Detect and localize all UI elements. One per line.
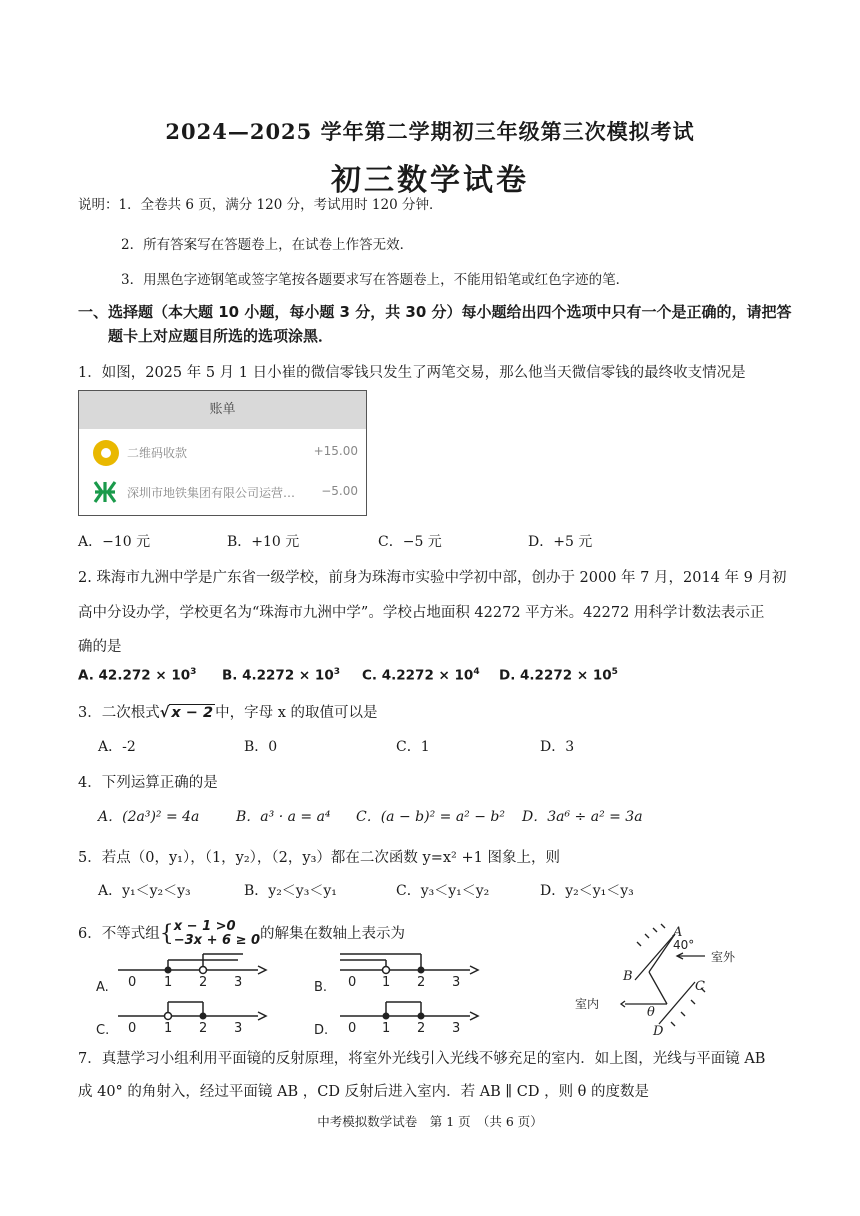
option-label: D. xyxy=(314,1023,329,1038)
bill-row-amount: +15.00 xyxy=(313,444,358,458)
q1-option-c: C．−5 元 xyxy=(378,534,442,550)
metro-icon xyxy=(93,481,117,503)
svg-text:0: 0 xyxy=(348,1021,357,1036)
q3-option-d: D．3 xyxy=(540,739,575,755)
label-theta: θ xyxy=(647,1005,655,1020)
q5-option-c: C．y₃＜y₁＜y₂ xyxy=(396,883,490,899)
label-A: A xyxy=(673,925,683,940)
q7-line-2: 成 40° 的角射入，经过平面镜 AB ，CD 反射后进入室内．若 AB ∥ CD ，则 θ 的度数是 xyxy=(78,1084,650,1100)
svg-text:3: 3 xyxy=(452,975,461,990)
q2-option-c: C. $4.2272 \times 10^4$ xyxy=(362,667,480,684)
q2-line-3: 确的是 xyxy=(78,639,122,655)
q6-stem: 6．不等式组{x − 1 >0 −3x + 6 ≥ 0的解集在数轴上表示为 xyxy=(78,919,406,948)
q4-option-d: D．3a⁶ ÷ a² = 3a xyxy=(522,809,643,825)
q6-inequality-1: x − 1 >0 xyxy=(173,919,236,934)
svg-text:2: 2 xyxy=(417,1021,426,1036)
q7-line-1: 7．真慧学习小组利用平面镜的反射原理，将室外光线引入光线不够充足的室内．如上图，光线与平面镜 AB xyxy=(78,1051,766,1067)
label-outside: 室外 xyxy=(711,950,736,964)
label-B: B xyxy=(623,969,633,984)
svg-text:1: 1 xyxy=(382,1021,391,1036)
option-label: B. xyxy=(314,980,328,995)
notes-label: 说明： xyxy=(78,197,119,213)
q4-option-b: B．a³ · a = a⁴ xyxy=(236,809,331,825)
q5-option-d: D．y₂＜y₁＜y₃ xyxy=(540,883,634,899)
q4-option-a: A．(2a³)² = 4a xyxy=(98,809,200,825)
q2-line-1: 2. 珠海市九洲中学是广东省一级学校，前身为珠海市实验中学初中部，创办于 2000 年 7 月，2014 年 9 月初 xyxy=(78,570,787,586)
svg-text:2: 2 xyxy=(199,975,208,990)
notes-line-1 xyxy=(78,193,442,213)
q1-option-a: A．−10 元 xyxy=(78,534,151,550)
svg-text:1: 1 xyxy=(164,975,173,990)
bill-row-label: 深圳市地铁集团有限公司运营… xyxy=(127,486,296,500)
q4-option-c: C．(a − b)² = a² − b² xyxy=(356,809,505,825)
page-footer: 中考模拟数学试卷 第 1 页 （共 6 页） xyxy=(317,1114,543,1129)
svg-text:2: 2 xyxy=(417,975,426,990)
q2-option-d: D. $4.2272 \times 10^5$ xyxy=(499,667,618,684)
q2-option-a: A. $42.272 \times 10^3$ xyxy=(78,667,197,684)
q3-radicand: x − 2 xyxy=(171,705,214,721)
svg-text:3: 3 xyxy=(234,975,243,990)
bill-row-label: 二维码收款 xyxy=(127,446,188,460)
svg-text:0: 0 xyxy=(128,1021,137,1036)
exam-subject-title: 初三数学试卷 xyxy=(331,163,529,198)
bill-title: 账单 xyxy=(79,391,366,429)
label-C: C xyxy=(695,979,705,994)
svg-text:1: 1 xyxy=(164,1021,173,1036)
section-heading-line-1: 一、选择题（本大题 10 小题，每小题 3 分，共 30 分）每小题给出四个选项中只有一个是正确的，请把答 xyxy=(78,303,792,321)
svg-text:0: 0 xyxy=(128,975,137,990)
svg-text:0: 0 xyxy=(348,975,357,990)
bill-row-amount: −5.00 xyxy=(321,484,358,498)
svg-text:3: 3 xyxy=(234,1021,243,1036)
q5-stem: 5．若点（0，y₁），（1，y₂），（2，y₃）都在二次函数 y=x² +1 图象上，则 xyxy=(78,850,560,866)
note-item: 2．所有答案写在答题卷上，在试卷上作答无效． xyxy=(121,237,414,253)
q3-option-c: C．1 xyxy=(396,739,430,755)
section-heading-line-2: 题卡上对应题目所选的选项涂黑． xyxy=(108,327,334,345)
q3-option-a: A．-2 xyxy=(98,739,136,755)
coin-icon xyxy=(93,440,119,466)
label-D: D xyxy=(653,1024,664,1037)
exam-header-title: 2024—2025 学年第二学期初三年级第三次模拟考试 xyxy=(165,119,695,144)
q2-option-b: B. $4.2272 \times 10^3$ xyxy=(222,667,340,684)
label-inside: 室内 xyxy=(575,997,600,1011)
q3-stem: 3．二次根式√ x − 2 中，字母 x 的取值可以是 xyxy=(78,705,378,721)
q1-option-d: D．+5 元 xyxy=(528,534,593,550)
bill-card xyxy=(78,390,367,516)
svg-text:2: 2 xyxy=(199,1021,208,1036)
number-line-options xyxy=(78,950,498,1040)
mirror-reflection-figure xyxy=(565,922,765,1037)
note-item: 1．全卷共 6 页，满分 120 分，考试用时 120 分钟． xyxy=(118,197,443,213)
bill-row xyxy=(79,472,366,512)
bill-row xyxy=(79,432,366,472)
label-angle: 40° xyxy=(673,938,695,952)
q4-stem: 4．下列运算正确的是 xyxy=(78,775,218,791)
option-label: C. xyxy=(96,1023,110,1038)
q5-option-b: B．y₂＜y₃＜y₁ xyxy=(244,883,337,899)
q5-option-a: A．y₁＜y₂＜y₃ xyxy=(98,883,191,899)
note-item: 3．用黑色字迹钢笔或签字笔按各题要求写在答题卷上，不能用铅笔或红色字迹的笔． xyxy=(121,272,630,288)
option-label: A. xyxy=(96,980,109,995)
svg-text:3: 3 xyxy=(452,1021,461,1036)
q2-line-2: 高中分设办学，学校更名为“珠海市九洲中学”。学校占地面积 42272 平方米。42272 用科学计数法表示正 xyxy=(78,605,765,621)
q3-option-b: B．0 xyxy=(244,739,278,755)
q1-stem: 1．如图，2025 年 5 月 1 日小崔的微信零钱只发生了两笔交易，那么他当天微信零钱的最终收支情况是 xyxy=(78,365,746,381)
q6-inequality-2: −3x + 6 ≥ 0 xyxy=(173,933,261,948)
svg-text:1: 1 xyxy=(382,975,391,990)
q1-option-b: B．+10 元 xyxy=(227,534,300,550)
